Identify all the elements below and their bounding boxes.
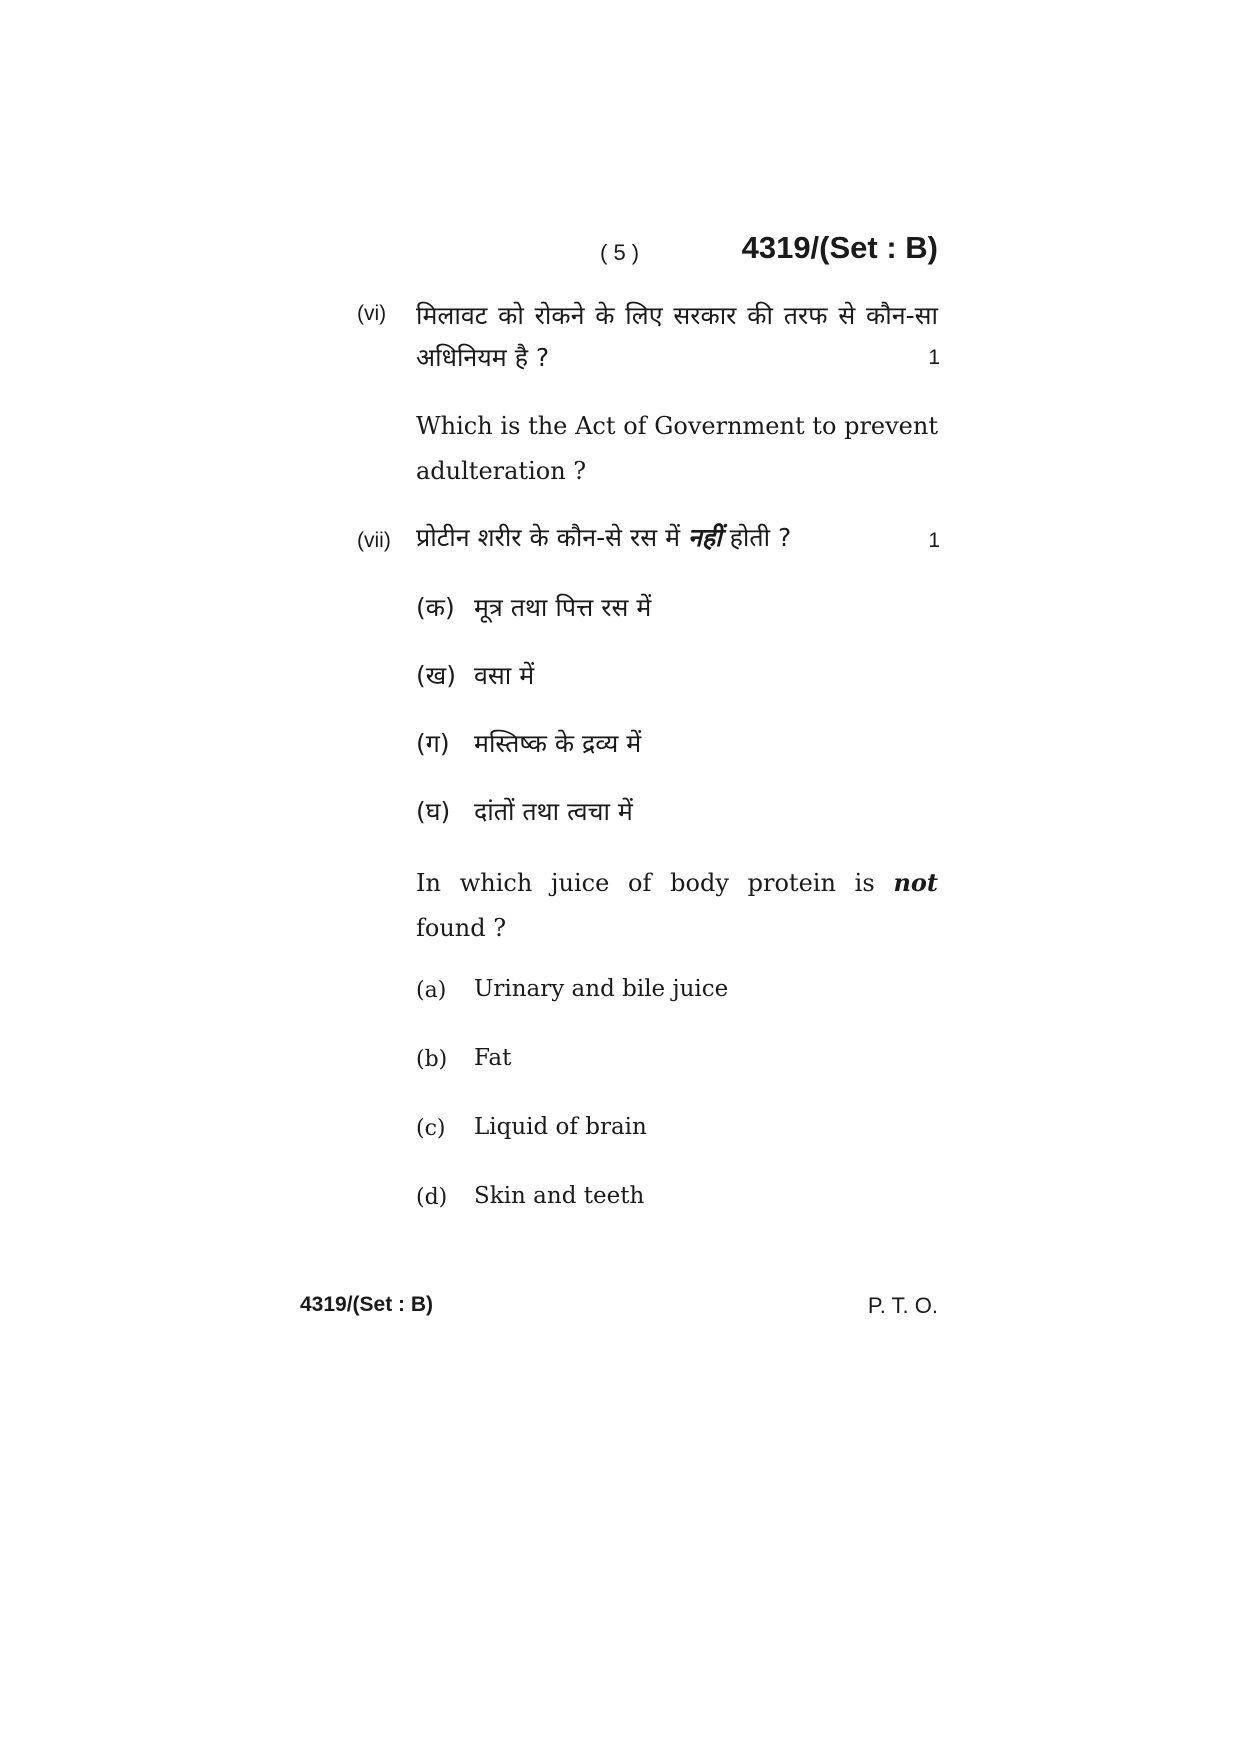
option-label-a: (a) [416, 978, 447, 1003]
option-label-gha: (घ) [416, 797, 451, 826]
pto-label: P. T. O. [867, 1293, 938, 1318]
question-vii-hindi-pre: प्रोटीन शरीर के कौन-से रस में [416, 523, 689, 552]
question-number-vii: (vii) [357, 529, 391, 552]
option-label-ga: (ग) [416, 729, 450, 758]
option-text-b: Fat [474, 1045, 512, 1071]
option-text-ga: मस्तिष्क के द्रव्य में [474, 729, 642, 758]
option-text-d: Skin and teeth [474, 1183, 645, 1209]
question-number-vi: (vi) [357, 302, 387, 325]
paper-code-header: 4319/(Set : B) [741, 230, 938, 265]
option-label-ka: (क) [416, 593, 455, 622]
question-vi-hindi-line1: मिलावट को रोकने के लिए सरकार की तरफ से कौन-सा [416, 301, 938, 330]
option-text-a: Urinary and bile juice [474, 976, 729, 1002]
question-vii-english-line1 [416, 860, 938, 906]
option-text-gha: दांतों तथा त्वचा में [474, 797, 633, 826]
question-vi-english-line2: adulteration ? [416, 457, 587, 485]
question-vii-english-pre: In which juice of body protein is [416, 869, 894, 897]
page-number: ( 5 ) [600, 240, 640, 265]
question-vi-english [416, 404, 938, 494]
question-vi-marks: 1 [928, 346, 940, 369]
question-vi-english-line1: Which is the Act of Government to prevent [416, 412, 938, 440]
question-vii-marks: 1 [928, 529, 940, 552]
option-label-d: (d) [416, 1185, 448, 1210]
question-vii-english-line2: found ? [416, 914, 507, 942]
option-text-ka: मूत्र तथा पित्त रस में [474, 593, 652, 622]
option-text-c: Liquid of brain [474, 1114, 647, 1140]
question-vii-english [416, 860, 938, 951]
question-vii-english-emphasis: not [893, 868, 938, 897]
paper-code-footer: 4319/(Set : B) [300, 1293, 434, 1316]
option-text-kha: वसा में [474, 661, 535, 690]
option-label-b: (b) [416, 1047, 448, 1072]
option-label-kha: (ख) [416, 661, 456, 690]
question-vii-hindi [416, 520, 791, 554]
question-vi-hindi-line2: अधिनियम है ? [416, 343, 550, 372]
question-vii-hindi-emphasis: नहीं [688, 523, 722, 552]
question-vii-hindi-post: होती ? [721, 523, 792, 552]
option-label-c: (c) [416, 1116, 446, 1141]
